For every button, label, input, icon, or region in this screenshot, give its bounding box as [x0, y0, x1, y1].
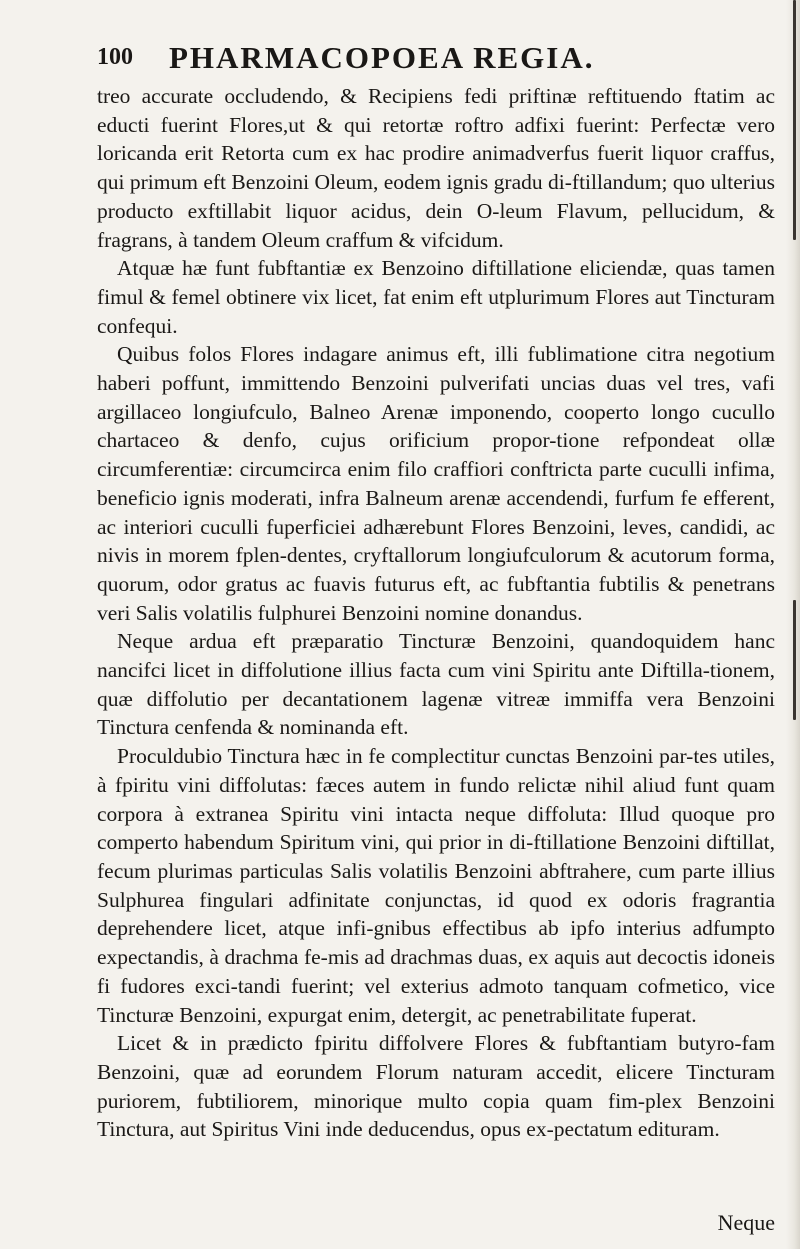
- paragraph: Atquæ hæ funt fubftantiæ ex Benzoino diftillatione eliciendæ, quas tamen fimul & femel obtinere vix licet, fat enim eft utplurimum Flores aut Tincturam confequi.: [97, 256, 775, 338]
- paragraph: Quibus folos Flores indagare animus eft, illi fublimatione citra negotium haberi poffunt, immittendo Benzoini pulverifati uncias duas vel tres, vafi argillaceo longiufculo, Balneo Arenæ imponendo, cooperto longo cucullo chartaceo & denfo, cujus orificium propor-tione refpondeat ollæ circumferentiæ: circumcirca enim filo craffiori conftricta parte cuculli infima, beneficio ignis moderati, infra Balneum arenæ accendendi, furfum fe efferent, ac interiori cuculli fuperficiei adhærebunt Flores Benzoini, leves, candidi, ac nivis in morem fplen-dentes, cryftallorum longiufculorum & acutorum forma, quorum, odor gratus ac fuavis futurus eft, ac fubftantia fubtilis & penetrans veri Salis volatilis fulphurei Benzoini nomine donandus.: [97, 342, 775, 625]
- paragraph: treo accurate occludendo, & Recipiens fedi priftinæ reftituendo ftatim ac educti fuerint Flores,ut & qui retortæ roftro adfixi fuerint: Perfectæ vero loricanda erit Retorta cum ex hac prodire animadverfus fuerit liquor craffus, qui primum eft Benzoini Oleum, eodem ignis gradu di-ftillandum; quo ulterius producto exftillabit liquor acidus, dein O-leum Flavum, pellucidum, & fragrans, à tandem Oleum craffum & vifcidum.: [97, 84, 775, 252]
- paragraph: Neque ardua eft præparatio Tincturæ Benzoini, quandoquidem hanc nancifci licet in diffolutione illius facta cum vini Spiritu ante Diftilla-tionem, quæ diffolutio per decantationem lagenæ vitreæ immiffa vera Benzoini Tinctura cenfenda & nominanda eft.: [97, 629, 775, 740]
- catchword: Neque: [717, 1210, 775, 1235]
- edge-shadow: [793, 600, 796, 720]
- running-head: [97, 36, 777, 76]
- page-number: 100: [97, 44, 133, 70]
- paragraph: Licet & in prædicto fpiritu diffolvere Flores & fubftantiam butyro-fam Benzoini, quæ ad eorundem Florum naturam accedit, elicere Tincturam puriorem, fubtiliorem, minorique multo copia quam fim-plex Benzoini Tinctura, aut Spiritus Vini inde deducendus, opus ex-pectatum edituram.: [97, 1031, 775, 1142]
- running-title: PHARMACOPOEA REGIA.: [169, 40, 595, 75]
- paragraph: Proculdubio Tinctura hæc in fe complectitur cunctas Benzoini par-tes utiles, à fpiritu vini diffolutas: fæces autem in fundo relictæ nihil aliud funt quam corpora à extranea Spiritu vini intacta neque diffoluta: Illud quoque pro comperto habendum Spiritum vini, qui prior in di-ftillatione Benzoini diftillat, fecum plurimas particulas Salis volatilis Benzoini abftrahere, cum parte illius Sulphurea fingulari adfinitate conjunctas, id quod ex odoris fragrantia deprehendere licet, atque infi-gnibus effectibus ab ipfo interius adfumpto expectandis, à drachma fe-mis ad drachmas duas, ex aquis aut decoctis idoneis fi fudores exci-tandi fuerint; vel exterius admoto tanquam cofmetico, vice Tincturæ Benzoini, expurgat enim, detergit, ac penetrabilitate fuperat.: [97, 744, 775, 1027]
- body-text: [97, 82, 775, 1144]
- edge-shadow: [793, 0, 796, 240]
- page-edge: [786, 0, 800, 1249]
